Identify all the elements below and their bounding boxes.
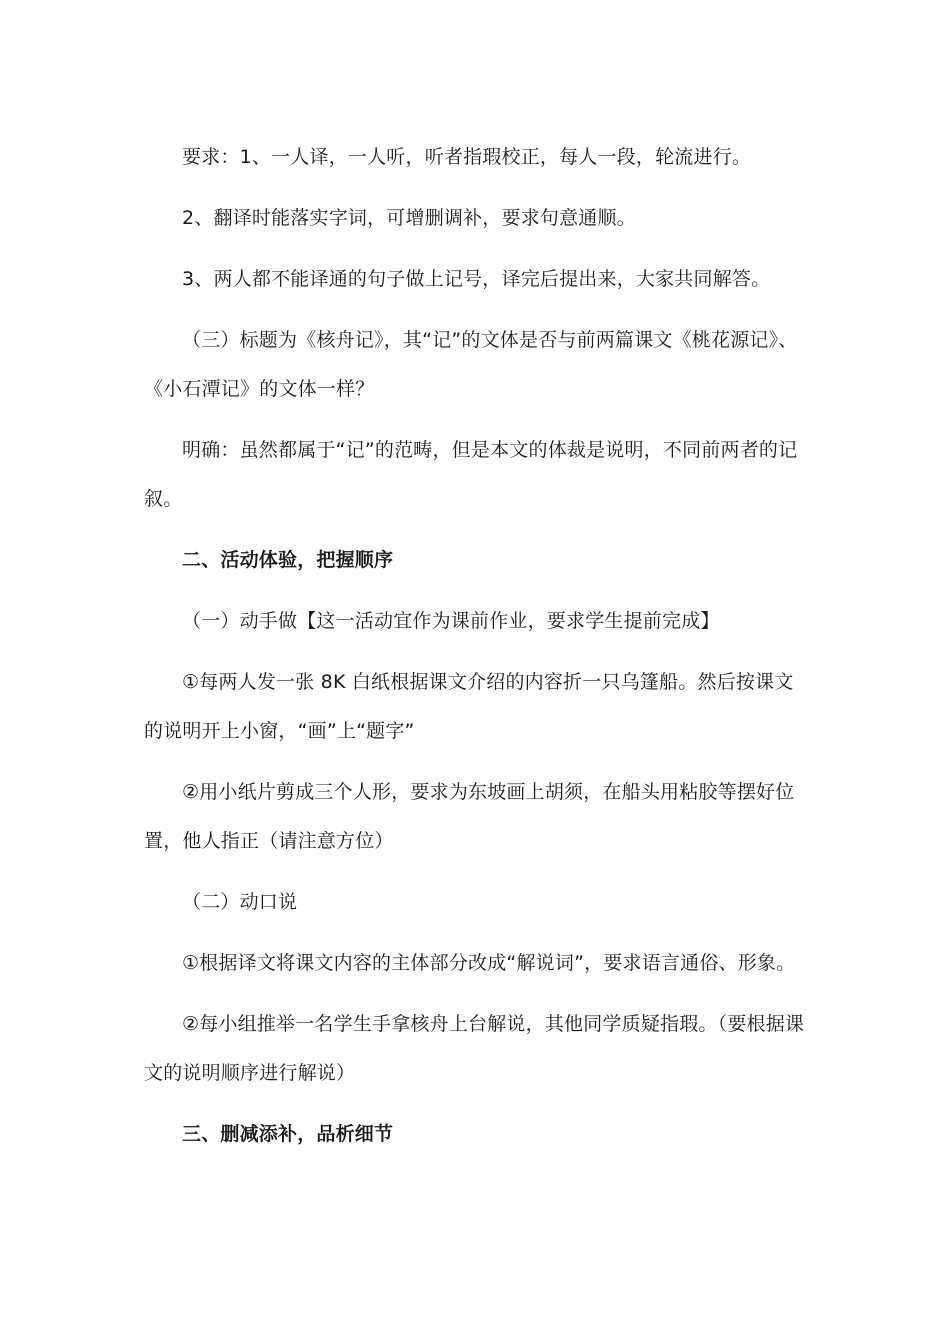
paragraph-question-3: （三）标题为《核舟记》，其“记”的文体是否与前两篇课文《桃花源记》、《小石潭记》的文体一样？ [144, 329, 798, 400]
paragraph-subsection-2: （二）动口说 [182, 891, 298, 913]
paragraph-step-2: ②用小纸片剪成三个人形，要求为东坡画上胡须，在船头用粘胶等摆好位置，他人指正（请注意方位） [144, 781, 795, 852]
document-body [144, 133, 808, 1171]
paragraph-step-1: ①每两人发一张 8K 白纸根据课文介绍的内容折一只乌篷船。然后按课文的说明开上小窗，“画”上“题字” [144, 671, 794, 742]
paragraph-answer: 明确：虽然都属于“记”的范畴，但是本文的体裁是说明，不同前两者的记叙。 [144, 439, 798, 510]
paragraph-subsection-1: （一）动手做【这一活动宜作为课前作业，要求学生提前完成】 [182, 610, 720, 632]
paragraph-speak-2: ②每小组推举一名学生手拿核舟上台解说，其他同学质疑指瑕。（要根据课文的说明顺序进行解说） [144, 1013, 805, 1084]
paragraph-speak-1: ①根据译文将课文内容的主体部分改成“解说词”，要求语言通俗、形象。 [182, 952, 796, 974]
section-heading-2: 二、活动体验，把握顺序 [182, 549, 394, 571]
paragraph-requirement-3: 3、两人都不能译通的句子做上记号，译完后提出来，大家共同解答。 [182, 268, 771, 290]
paragraph-requirement-1: 要求：1、一人译，一人听，听者指瑕校正，每人一段，轮流进行。 [182, 146, 752, 168]
paragraph-requirement-2: 2、翻译时能落实字词，可增删调补，要求句意通顺。 [182, 207, 636, 229]
section-heading-3: 三、删减添补，品析细节 [182, 1123, 394, 1145]
